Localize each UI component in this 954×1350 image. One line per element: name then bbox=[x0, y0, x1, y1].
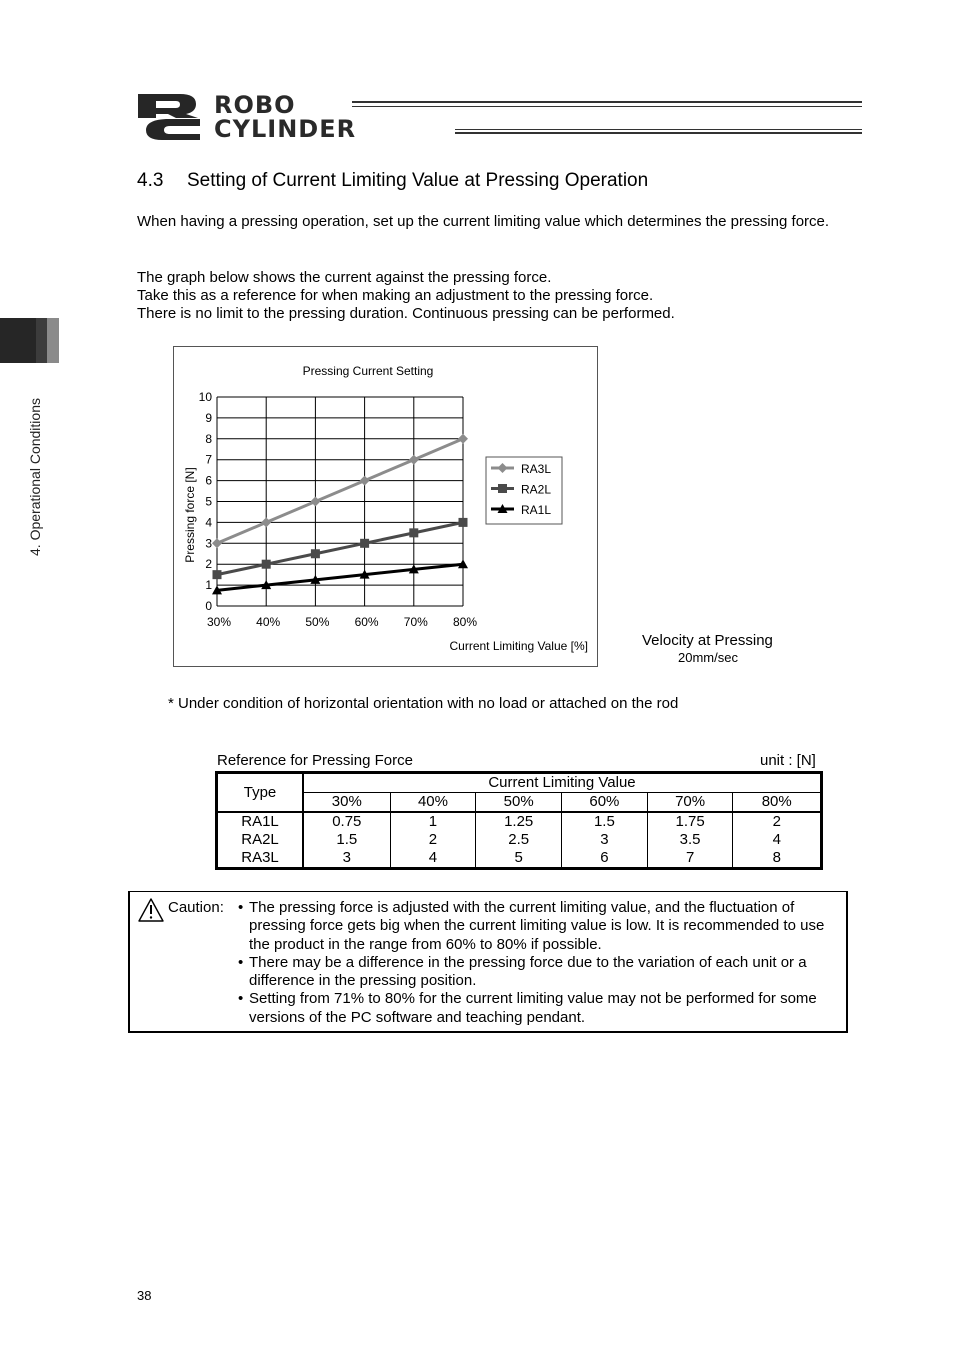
table-col-header: 60% bbox=[562, 793, 648, 813]
chart-title: Pressing Current Setting bbox=[302, 364, 434, 378]
x-tick-label: 60% bbox=[354, 615, 379, 629]
table-cell: 3 bbox=[562, 831, 648, 849]
table-caption: Reference for Pressing Force bbox=[217, 752, 413, 769]
legend-label: RA3L bbox=[521, 462, 552, 476]
data-point-ra2l bbox=[409, 528, 418, 537]
data-point-ra3l bbox=[458, 434, 468, 444]
page-number: 38 bbox=[137, 1288, 152, 1303]
data-point-ra3l bbox=[212, 538, 222, 548]
y-tick-label: 6 bbox=[205, 473, 212, 488]
legend-marker-ra2l bbox=[498, 484, 507, 493]
y-tick-label: 10 bbox=[198, 390, 212, 404]
caution-item: • Setting from 71% to 80% for the current limiting value may not be performed for some versions of the PC software and teaching pendant. bbox=[238, 990, 842, 1027]
table-col-header: 50% bbox=[476, 793, 562, 813]
data-point-ra2l bbox=[311, 549, 320, 558]
table-cell: 3 bbox=[303, 849, 390, 869]
y-tick-label: 3 bbox=[205, 536, 212, 551]
data-point-ra3l bbox=[409, 455, 419, 465]
x-tick-label: 40% bbox=[256, 615, 281, 629]
data-point-ra2l bbox=[262, 560, 271, 569]
legend-label: RA2L bbox=[521, 482, 552, 497]
table-cell: 2.5 bbox=[476, 831, 562, 849]
table-header-type: Type bbox=[217, 773, 304, 813]
table-col-header: 70% bbox=[647, 793, 733, 813]
table-cell: 6 bbox=[562, 849, 648, 869]
section-title: Setting of Current Limiting Value at Pressing Operation bbox=[187, 170, 649, 191]
table-cell: 1.25 bbox=[476, 812, 562, 831]
table-row bbox=[217, 812, 822, 831]
x-tick-label: 80% bbox=[452, 615, 478, 629]
graph-note-line-1: The graph below shows the current against the pressing force. bbox=[137, 269, 552, 286]
x-tick-label: 70% bbox=[403, 615, 428, 629]
caution-list bbox=[238, 899, 842, 1027]
chart-footnote: * Under condition of horizontal orientation with no load or attached on the rod bbox=[168, 695, 679, 712]
graph-note-line-3: There is no limit to the pressing duration. Continuous pressing can be performed. bbox=[137, 305, 675, 322]
table-row-type: RA3L bbox=[217, 849, 304, 869]
table-header-current-limiting: Current Limiting Value bbox=[303, 773, 822, 793]
x-tick-label: 30% bbox=[206, 615, 232, 629]
caution-item: • There may be a difference in the pressing force due to the variation of each unit or a difference in the pressing position. bbox=[238, 954, 842, 991]
table-cell: 3.5 bbox=[647, 831, 733, 849]
y-tick-label: 0 bbox=[205, 599, 212, 613]
table-cell: 5 bbox=[476, 849, 562, 869]
logo-word-cylinder: CYLINDER bbox=[214, 115, 357, 143]
caution-label: Caution: bbox=[168, 899, 224, 916]
table-cell: 1.5 bbox=[562, 812, 648, 831]
data-point-ra3l bbox=[310, 497, 320, 507]
data-point-ra3l bbox=[360, 476, 370, 486]
y-tick-label: 8 bbox=[205, 431, 212, 446]
x-tick-label: 50% bbox=[305, 615, 330, 629]
velocity-value: 20mm/sec bbox=[678, 650, 738, 665]
data-point-ra3l bbox=[261, 517, 271, 527]
graph-note-line-2: Take this as a reference for when making an adjustment to the pressing force. bbox=[137, 287, 654, 304]
y-tick-label: 4 bbox=[205, 515, 212, 530]
table-col-header: 80% bbox=[733, 793, 822, 813]
y-tick-label: 5 bbox=[205, 494, 212, 509]
table-cell: 2 bbox=[390, 831, 476, 849]
y-tick-label: 2 bbox=[205, 557, 212, 572]
table-cell: 4 bbox=[733, 831, 822, 849]
intro-paragraph: When having a pressing operation, set up the current limiting value which determines the pressing force. bbox=[137, 213, 830, 230]
table-col-header: 30% bbox=[303, 793, 390, 813]
velocity-label: Velocity at Pressing bbox=[642, 632, 773, 649]
table-cell: 7 bbox=[647, 849, 733, 869]
table-cell: 1.75 bbox=[647, 812, 733, 831]
pressing-force-table bbox=[215, 771, 823, 870]
caution-item: • The pressing force is adjusted with the current limiting value, and the fluctuation of pressing force gets big when the current limiting value is low. It is recommended to use the product in the range from 60% to 80% if possible. bbox=[238, 899, 842, 954]
logo-word-robo: ROBO bbox=[214, 91, 296, 119]
series-line-ra3l bbox=[217, 439, 463, 544]
y-axis-label: Pressing force [N] bbox=[183, 467, 197, 563]
table-cell: 2 bbox=[733, 812, 822, 831]
table-row bbox=[217, 849, 822, 869]
y-tick-label: 9 bbox=[205, 410, 212, 425]
table-unit: unit : [N] bbox=[760, 752, 816, 769]
table-row bbox=[217, 831, 822, 849]
table-cell: 8 bbox=[733, 849, 822, 869]
data-point-ra2l bbox=[459, 518, 468, 527]
section-number: 4.3 bbox=[137, 170, 164, 191]
table-cell: 1.5 bbox=[303, 831, 390, 849]
x-axis-label: Current Limiting Value [%] bbox=[449, 639, 588, 653]
chapter-side-label: 4. Operational Conditions bbox=[27, 398, 43, 556]
y-tick-label: 1 bbox=[205, 578, 212, 593]
warning-triangle-icon bbox=[137, 897, 165, 923]
y-tick-label: 7 bbox=[205, 452, 212, 467]
table-cell: 4 bbox=[390, 849, 476, 869]
legend-label: RA1L bbox=[521, 503, 552, 517]
data-point-ra2l bbox=[213, 570, 222, 579]
table-cell: 0.75 bbox=[303, 812, 390, 831]
table-row-type: RA1L bbox=[217, 812, 304, 831]
table-row-type: RA2L bbox=[217, 831, 304, 849]
table-col-header: 40% bbox=[390, 793, 476, 813]
data-point-ra2l bbox=[360, 539, 369, 548]
table-cell: 1 bbox=[390, 812, 476, 831]
